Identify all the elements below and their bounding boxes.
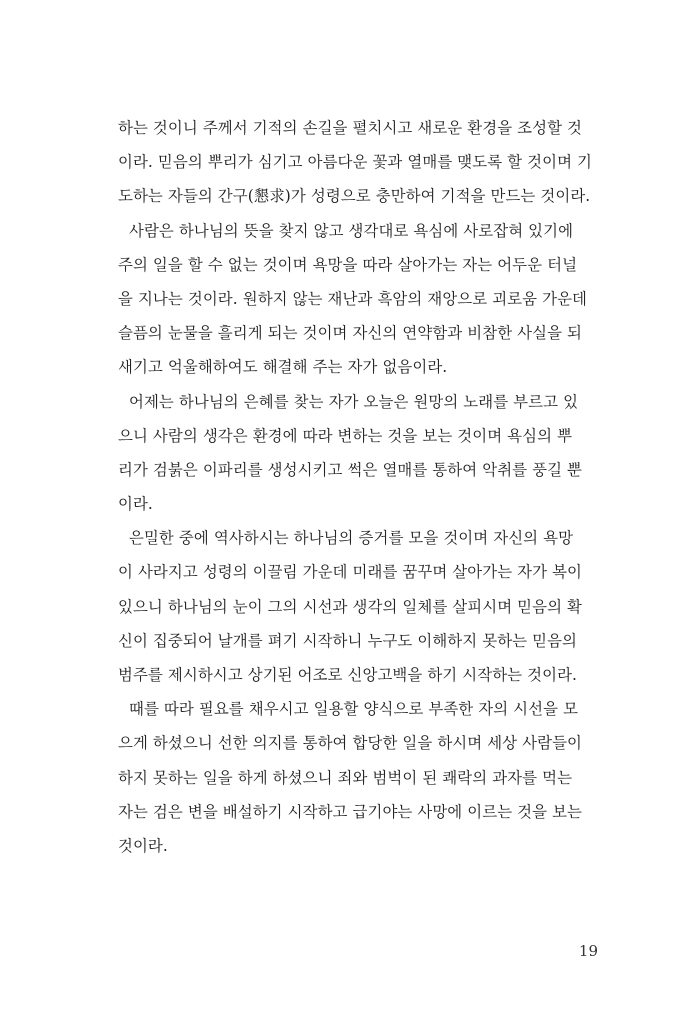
text-line: 새기고 억울해하여도 해결해 주는 자가 없음이라.: [118, 358, 448, 377]
paragraph: [118, 214, 598, 385]
text-line: 을 지나는 것이라. 원하지 않는 재난과 흑암의 재앙으로 괴로움 가운데: [118, 289, 588, 308]
text-line: 이라. 믿음의 뿌리가 심기고 아름다운 꽃과 열매를 맺도록 할 것이며 기: [118, 153, 593, 172]
text-line: 하는 것이니 주께서 기적의 손길을 펼치시고 새로운 환경을 조성할 것: [118, 119, 583, 137]
text-line: 있으니 하나님의 눈이 그의 시선과 생각의 일체를 살피시며 믿음의 확: [118, 597, 583, 616]
text-line: 자는 검은 변을 배설하기 시작하고 급기야는 사망에 이르는 것을 보는: [118, 802, 583, 821]
page-number: 19: [578, 942, 598, 960]
text-line: 리가 검붉은 이파리를 생성시키고 썩은 열매를 통하여 악취를 풍길 뿐: [118, 460, 583, 479]
text-line: 으게 하셨으니 선한 의지를 통하여 합당한 일을 하시며 세상 사람들이: [118, 734, 583, 753]
paragraph: [118, 385, 598, 522]
text-line: 범주를 제시하시고 상기된 어조로 신앙고백을 하기 시작하는 것이라.: [118, 666, 578, 684]
body-text: [118, 111, 598, 863]
text-line: 도하는 자들의 간구(懇求)가 성령으로 충만하여 기적을 만드는 것이라.: [118, 187, 591, 206]
text-line: 사람은 하나님의 뜻을 찾지 않고 생각대로 욕심에 사로잡혀 있기에: [129, 221, 574, 240]
text-line: 하지 못하는 일을 하게 하셨으니 죄와 범벅이 된 쾌락의 과자를 먹는: [118, 768, 573, 787]
text-line: 이라.: [118, 495, 153, 514]
text-line: 은밀한 중에 역사하시는 하나님의 증거를 모을 것이며 자신의 욕망: [129, 529, 574, 548]
text-line: 때를 따라 필요를 채우시고 일용할 양식으로 부족한 자의 시선을 모: [129, 700, 579, 719]
text-line: 슬픔의 눈물을 흘리게 되는 것이며 자신의 연약함과 비참한 사실을 되: [118, 324, 583, 343]
text-line: 어제는 하나님의 은혜를 찾는 자가 오늘은 원망의 노래를 부르고 있: [129, 392, 579, 411]
text-line: 신이 집중되어 날개를 펴기 시작하니 누구도 이해하지 못하는 믿음의: [118, 631, 578, 650]
text-line: 것이라.: [118, 836, 168, 855]
paragraph: [118, 521, 598, 692]
text-line: 으니 사람의 생각은 환경에 따라 변하는 것을 보는 것이며 욕심의 뿌: [118, 426, 573, 445]
text-line: 이 사라지고 성령의 이끌림 가운데 미래를 꿈꾸며 살아가는 자가 복이: [118, 563, 583, 582]
paragraph: [118, 692, 598, 863]
text-line: 주의 일을 할 수 없는 것이며 욕망을 따라 살아가는 자는 어두운 터널: [118, 255, 578, 274]
paragraph: [118, 111, 598, 214]
